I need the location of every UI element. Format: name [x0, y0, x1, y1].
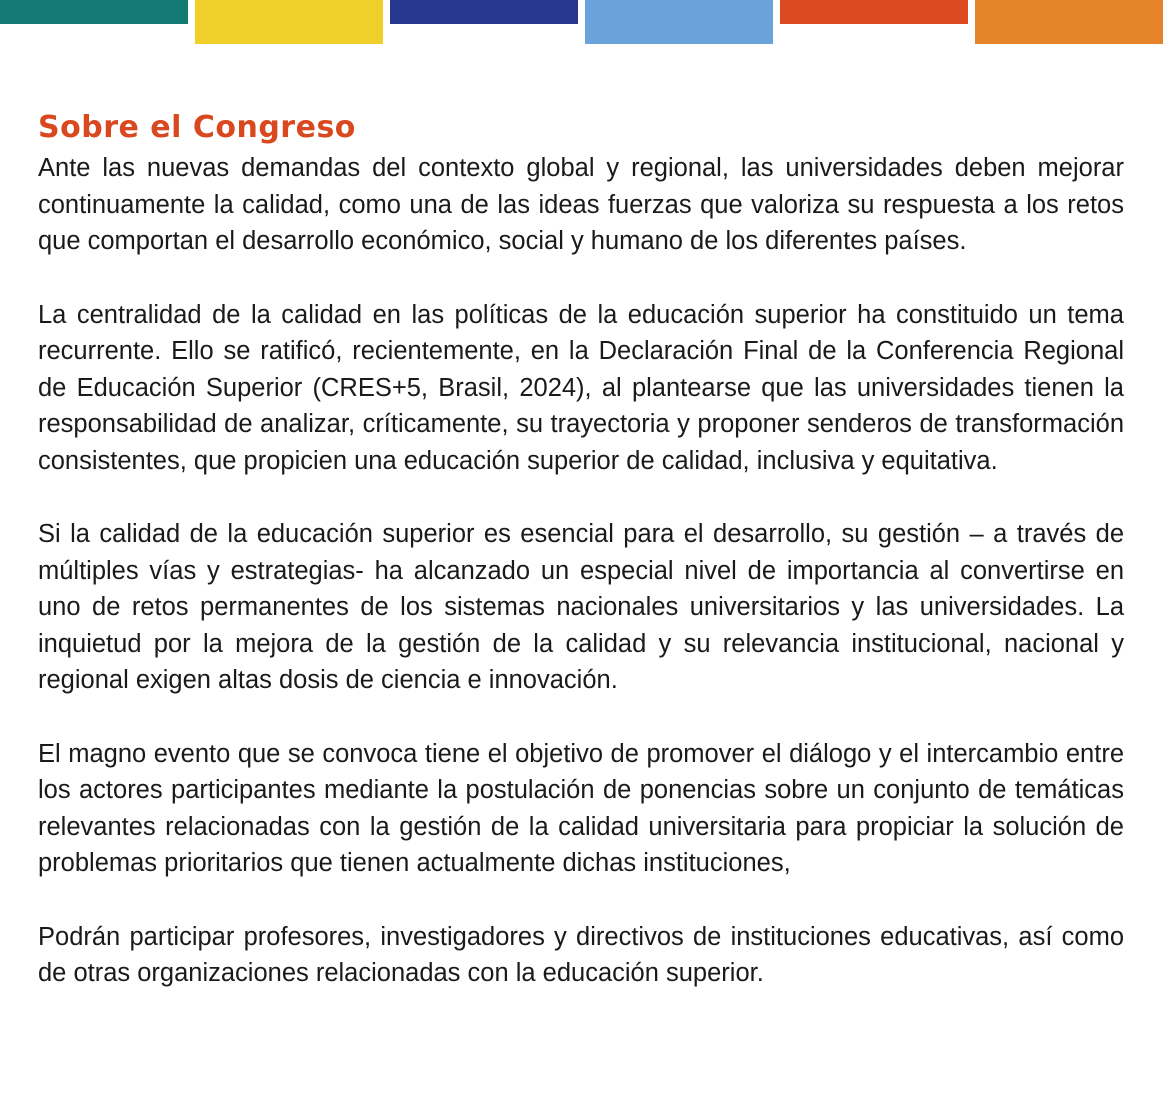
paragraph-context: Ante las nuevas demandas del contexto global y regional, las universidades deben mejorar continuamente la calidad, como una de las ideas fuerzas que valoriza su respuesta a los retos que comportan el desarrollo económico, social y humano de los diferentes países.	[38, 154, 1124, 255]
paragraph-management: Si la calidad de la educación superior es esencial para el desarrollo, su gestión – a través de múltiples vías y estrategias- ha alcanzado un especial nivel de importancia al convertirse en uno de retos permanentes de los sistemas nacionales universitarios y las universidades. La inquietud por la mejora de la gestión de la calidad y su relevancia institucional, nacional y regional exigen altas dosis de ciencia e innovación.	[38, 520, 1124, 694]
color-bar-navy	[390, 0, 578, 24]
color-bar-red-orange	[780, 0, 968, 24]
color-bar-teal	[0, 0, 188, 24]
color-bar-yellow	[195, 0, 383, 44]
color-bar-light-blue	[585, 0, 773, 44]
paragraph-participants: Podrán participar profesores, investigadores y directivos de instituciones educativas, así como de otras organizaciones relacionadas con la educación superior.	[38, 922, 1124, 987]
about-section	[38, 108, 1124, 992]
paragraph-centrality: La centralidad de la calidad en las políticas de la educación superior ha constituido un tema recurrente. Ello se ratificó, recientemente, en la Declaración Final de la Conferencia Regional de Educación Superior (CRES+5, Brasil, 2024), al plantearse que las universidades tienen la responsabilidad de analizar, críticamente, su trayectoria y proponer senderos de transformación consistentes, que propicien una educación superior de calidad, inclusiva y equitativa.	[38, 300, 1124, 475]
section-title: Sobre el Congreso	[38, 110, 356, 145]
paragraph-objective: El magno evento que se convoca tiene el objetivo de promover el diálogo y el intercambio entre los actores participantes mediante la postulación de ponencias sobre un conjunto de temáticas relevantes relacionadas con la gestión de la calidad universitaria para propiciar la solución de problemas prioritarios que tienen actualmente dichas instituciones,	[38, 739, 1124, 877]
color-bar-orange	[975, 0, 1163, 44]
decorative-color-bars	[0, 0, 1163, 44]
